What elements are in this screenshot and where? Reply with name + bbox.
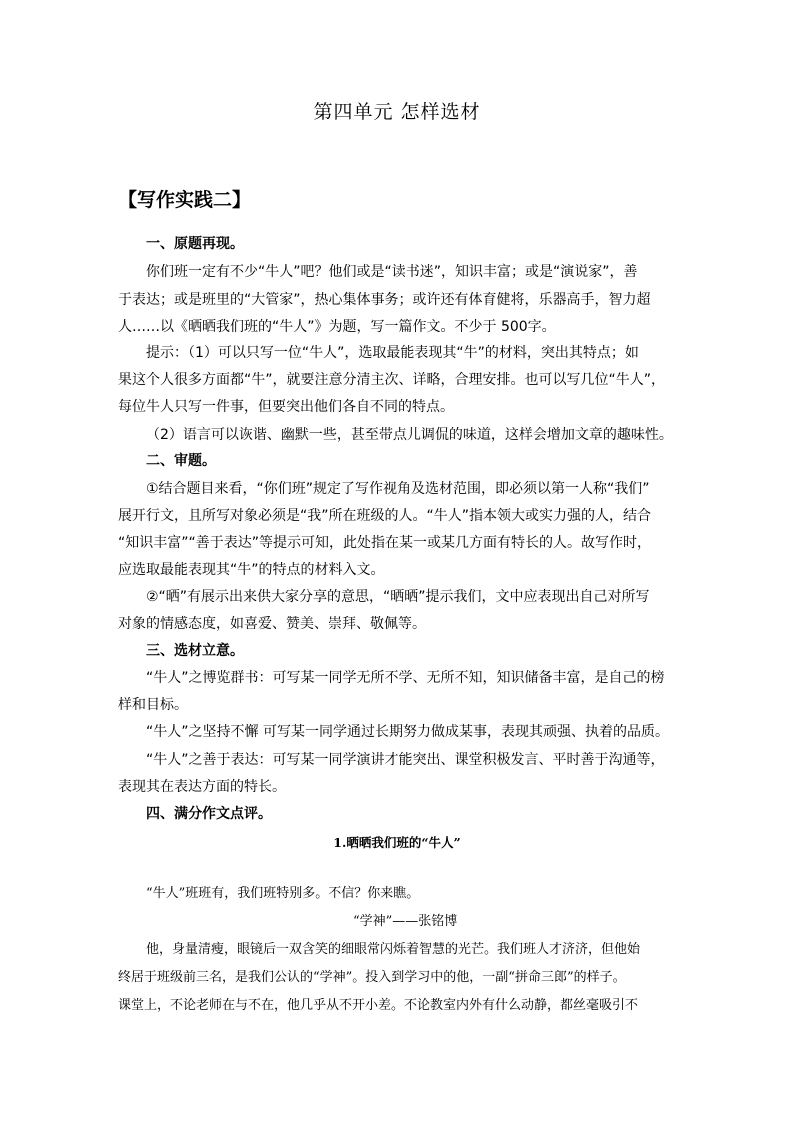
- paragraph-line: ①结合题目来看，“你们班”规定了写作视角及选材范围，即必须以第一人称“我们”: [146, 481, 650, 497]
- paragraph-line: 提示：（1）可以只写一位“牛人”，选取最能表现其“牛”的材料，突出其特点；如: [146, 345, 639, 361]
- part4-heading: 四、满分作文点评。: [146, 806, 272, 822]
- paragraph-line: 于表达；或是班里的“大管家”，热心集体事务；或许还有体育健将，乐器高手，智力超: [118, 292, 651, 308]
- part1-heading: 一、原题再现。: [146, 236, 244, 252]
- essay-line: 终居于班级前三名，是我们公认的“学神”。投入到学习中的他，一副“拼命三郎”的样子。: [118, 970, 626, 985]
- paragraph-line: 应选取最能表现其“牛”的特点的材料入文。: [118, 562, 385, 578]
- paragraph-line: 你们班一定有不少“牛人”吧？他们或是“读书迷”，知识丰富；或是“演说家”，善: [146, 264, 638, 280]
- paragraph-line: 表现其在表达方面的特长。: [118, 779, 286, 795]
- section-heading: 【写作实践二】: [118, 189, 252, 211]
- paragraph-line: 人……以《晒晒我们班的“牛人”》为题，写一篇作文。不少于 500字。: [118, 319, 556, 335]
- paragraph-line: “知识丰富”“善于表达”等提示可知，此处指在某一或某几方面有特长的人。故写作时，: [118, 535, 652, 551]
- paragraph-line: “牛人”之博览群书：可写某一同学无所不学、无所不知，知识储备丰富，是自己的榜: [146, 670, 665, 686]
- paragraph-line: 样和目标。: [118, 697, 188, 713]
- paragraph-line: 果这个人很多方面都“牛”，就要注意分清主次、详略，合理安排。也可以写几位“牛人”，: [118, 372, 666, 388]
- paragraph-line: ②“晒”有展示出来供大家分享的意思，“晒晒”提示我们，文中应表现出自己对所写: [146, 589, 650, 605]
- paragraph-line: 每位牛人只写一件事，但要突出他们各自不同的特点。: [118, 399, 454, 415]
- part2-heading: 二、审题。: [146, 453, 216, 469]
- part3-heading: 三、选材立意。: [146, 643, 244, 659]
- paragraph-line: 展开行文，且所写对象必须是“我”所在班级的人。“牛人”指本领大或实力强的人，结合: [118, 508, 652, 524]
- essay-line: 课堂上，不论老师在与不在，他几乎从不开小差。不论教室内外有什么动静，都丝毫吸引不: [118, 998, 639, 1013]
- essay-subtitle: “学神”——张铭博: [353, 914, 458, 929]
- essay-title: 1.晒晒我们班的“牛人”: [333, 835, 461, 850]
- paragraph-line: （2）语言可以诙谐、幽默一些，甚至带点儿调侃的味道，这样会增加文章的趣味性。: [146, 427, 673, 443]
- document-title: 第四单元 怎样选材: [313, 101, 481, 123]
- paragraph-line: 对象的情感态度，如喜爱、赞美、崇拜、敬佩等。: [118, 616, 426, 632]
- essay-line: 他，身量清瘦，眼镜后一双含笑的细眼常闪烁着智慧的光芒。我们班人才济济，但他始: [146, 942, 641, 957]
- essay-intro: “牛人”班班有，我们班特别多。不信？你来瞧。: [146, 886, 420, 901]
- paragraph-line: “牛人”之善于表达：可写某一同学演讲才能突出、课堂积极发言、平时善于沟通等，: [146, 752, 665, 768]
- paragraph-line: “牛人”之坚持不懈 可写某一同学通过长期努力做成某事，表现其顽强、执着的品质。: [146, 724, 669, 740]
